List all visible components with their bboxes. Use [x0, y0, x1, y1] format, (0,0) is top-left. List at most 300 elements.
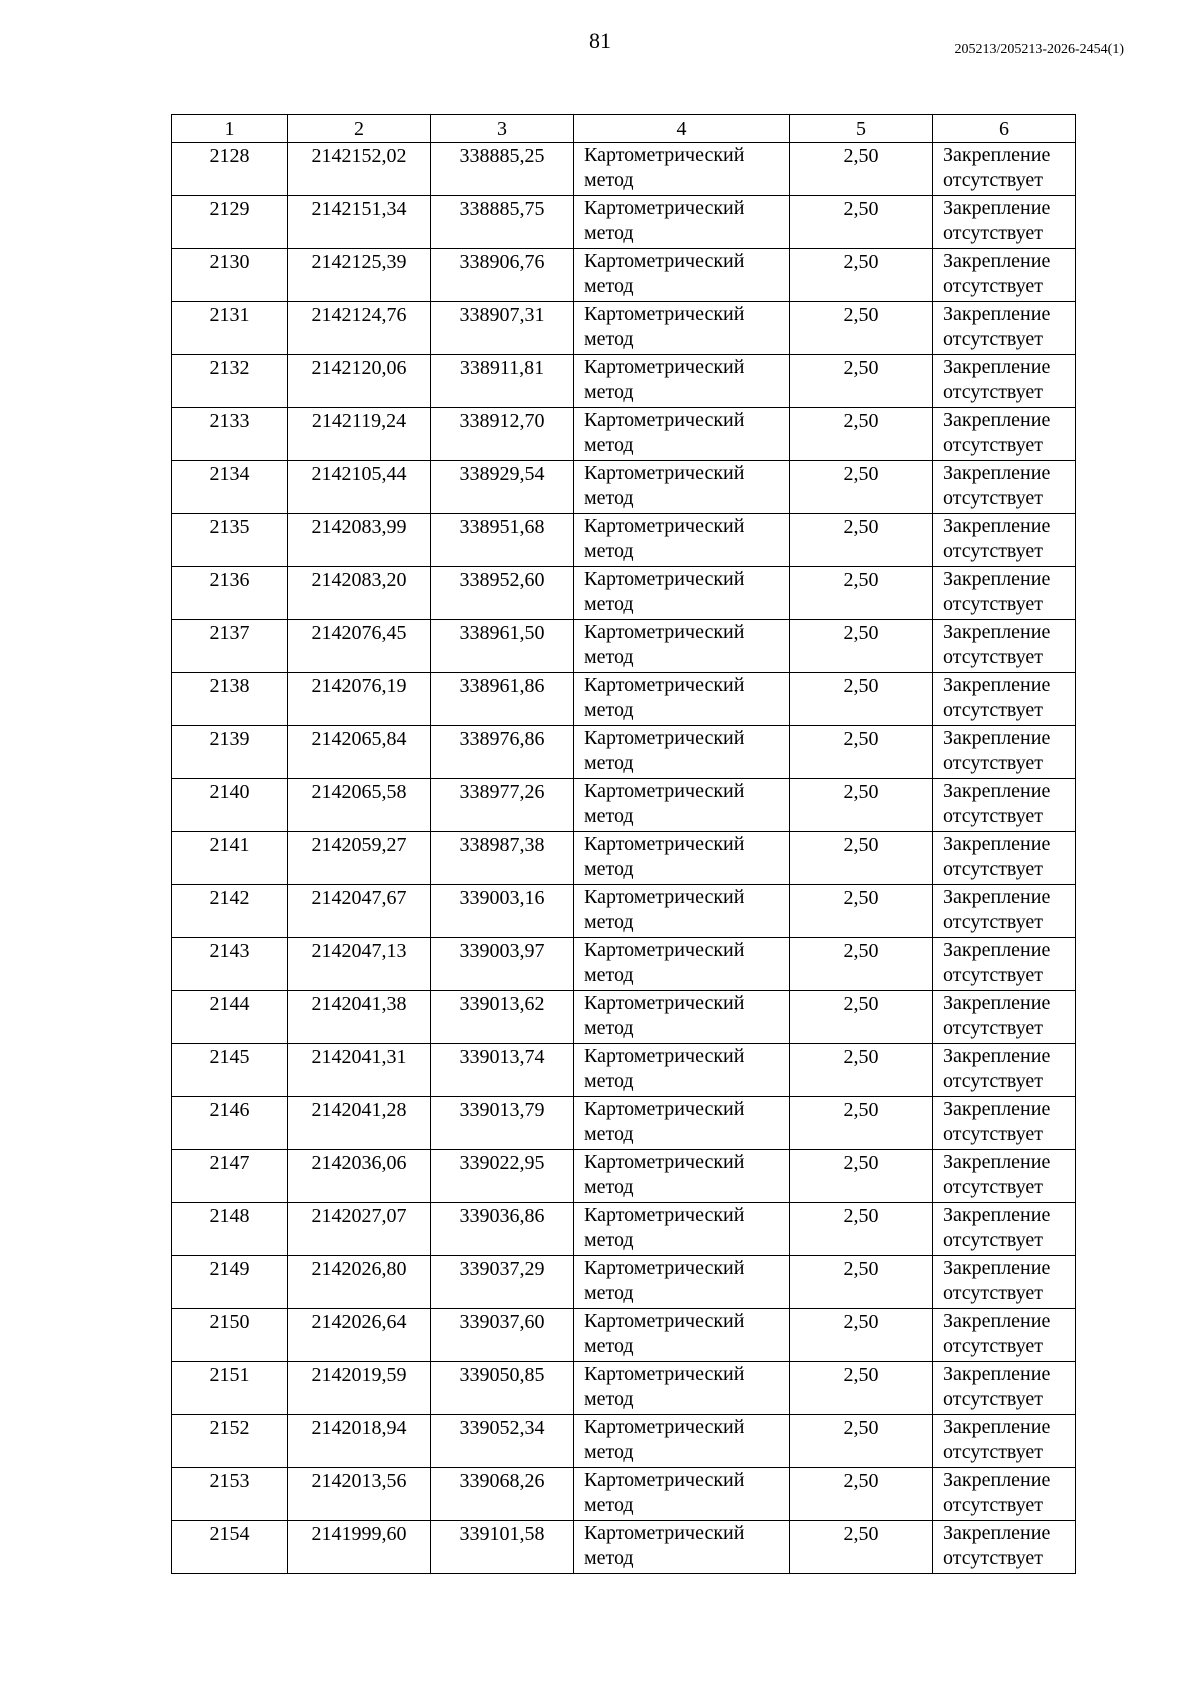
method-cell — [574, 991, 790, 1044]
method-cell-line-1: Картометрический — [584, 1204, 745, 1226]
error-cell — [790, 779, 933, 832]
fixation-cell-line-2: отсутствует — [943, 1547, 1044, 1569]
fixation-cell-line-2: отсутствует — [943, 1441, 1044, 1463]
y-coordinate-cell-text: 339101,58 — [459, 1523, 545, 1545]
table-row — [172, 620, 1076, 673]
method-cell-line-2: метод — [584, 1547, 634, 1569]
error-cell-text: 2,50 — [843, 304, 879, 326]
header-cell-6: 6 — [933, 115, 1076, 143]
point-number-cell-text: 2151 — [209, 1364, 250, 1386]
y-coordinate-cell — [431, 1150, 574, 1203]
method-cell-line-2: метод — [584, 1335, 634, 1357]
point-number-cell — [172, 196, 288, 249]
method-cell-line-1: Картометрический — [584, 1416, 745, 1438]
y-coordinate-cell-text: 339068,26 — [459, 1470, 545, 1492]
y-coordinate-cell-text: 339013,79 — [459, 1099, 545, 1121]
error-cell-text: 2,50 — [843, 1523, 879, 1545]
error-cell — [790, 1468, 933, 1521]
method-cell-line-2: метод — [584, 964, 634, 986]
y-coordinate-cell-text: 339052,34 — [459, 1417, 545, 1439]
table-row — [172, 1415, 1076, 1468]
y-coordinate-cell — [431, 567, 574, 620]
method-cell-line-1: Картометрический — [584, 886, 745, 908]
y-coordinate-cell-text: 339003,97 — [459, 940, 545, 962]
fixation-cell-line-2: отсутствует — [943, 487, 1044, 509]
header-cell-1: 1 — [172, 115, 288, 143]
fixation-cell — [933, 355, 1076, 408]
point-number-cell — [172, 991, 288, 1044]
method-cell-line-1: Картометрический — [584, 939, 745, 961]
table-row — [172, 1521, 1076, 1574]
y-coordinate-cell-text: 338906,76 — [459, 251, 545, 273]
method-cell-line-1: Картометрический — [584, 356, 745, 378]
error-cell-text: 2,50 — [843, 145, 879, 167]
error-cell-text: 2,50 — [843, 1311, 879, 1333]
x-coordinate-cell-text: 2142083,20 — [311, 569, 407, 591]
fixation-cell-line-1: Закрепление — [943, 197, 1051, 219]
error-cell — [790, 355, 933, 408]
fixation-cell-line-1: Закрепление — [943, 462, 1051, 484]
method-cell — [574, 673, 790, 726]
error-cell-text: 2,50 — [843, 622, 879, 644]
fixation-cell-line-1: Закрепление — [943, 1416, 1051, 1438]
fixation-cell — [933, 1044, 1076, 1097]
method-cell-line-2: метод — [584, 805, 634, 827]
fixation-cell-line-1: Закрепление — [943, 674, 1051, 696]
method-cell — [574, 779, 790, 832]
x-coordinate-cell — [288, 196, 431, 249]
fixation-cell-line-1: Закрепление — [943, 250, 1051, 272]
method-cell — [574, 461, 790, 514]
y-coordinate-cell — [431, 1468, 574, 1521]
error-cell-text: 2,50 — [843, 1099, 879, 1121]
y-coordinate-cell — [431, 196, 574, 249]
fixation-cell — [933, 1256, 1076, 1309]
fixation-cell-line-2: отсутствует — [943, 1176, 1044, 1198]
y-coordinate-cell-text: 338929,54 — [459, 463, 545, 485]
method-cell — [574, 302, 790, 355]
error-cell — [790, 991, 933, 1044]
fixation-cell — [933, 461, 1076, 514]
y-coordinate-cell-text: 338961,50 — [459, 622, 545, 644]
fixation-cell-line-2: отсутствует — [943, 434, 1044, 456]
method-cell-line-1: Картометрический — [584, 1098, 745, 1120]
fixation-cell-line-2: отсутствует — [943, 593, 1044, 615]
table-row — [172, 1150, 1076, 1203]
table-header-row — [172, 115, 1076, 143]
error-cell — [790, 938, 933, 991]
x-coordinate-cell — [288, 408, 431, 461]
method-cell-line-1: Картометрический — [584, 727, 745, 749]
error-cell-text: 2,50 — [843, 251, 879, 273]
error-cell — [790, 726, 933, 779]
method-cell-line-1: Картометрический — [584, 780, 745, 802]
fixation-cell-line-1: Закрепление — [943, 1151, 1051, 1173]
document-code: 205213/205213-2026-2454(1) — [954, 42, 1124, 57]
error-cell — [790, 249, 933, 302]
point-number-cell-text: 2137 — [209, 622, 250, 644]
y-coordinate-cell — [431, 355, 574, 408]
point-number-cell — [172, 1415, 288, 1468]
error-cell-text: 2,50 — [843, 781, 879, 803]
table-row — [172, 1203, 1076, 1256]
error-cell — [790, 143, 933, 196]
error-cell-text: 2,50 — [843, 198, 879, 220]
error-cell-text: 2,50 — [843, 940, 879, 962]
method-cell-line-1: Картометрический — [584, 462, 745, 484]
error-cell-text: 2,50 — [843, 463, 879, 485]
error-cell — [790, 832, 933, 885]
method-cell-line-2: метод — [584, 1494, 634, 1516]
method-cell — [574, 1256, 790, 1309]
x-coordinate-cell — [288, 1150, 431, 1203]
y-coordinate-cell — [431, 726, 574, 779]
error-cell — [790, 1150, 933, 1203]
x-coordinate-cell-text: 2142125,39 — [311, 251, 407, 273]
fixation-cell-line-2: отсутствует — [943, 646, 1044, 668]
fixation-cell-line-2: отсутствует — [943, 1017, 1044, 1039]
error-cell-text: 2,50 — [843, 357, 879, 379]
point-number-cell — [172, 249, 288, 302]
point-number-cell-text: 2145 — [209, 1046, 250, 1068]
method-cell-line-1: Картометрический — [584, 1045, 745, 1067]
method-cell-line-1: Картометрический — [584, 1363, 745, 1385]
x-coordinate-cell — [288, 249, 431, 302]
x-coordinate-cell — [288, 1521, 431, 1574]
fixation-cell-line-1: Закрепление — [943, 144, 1051, 166]
table-row — [172, 1044, 1076, 1097]
point-number-cell-text: 2132 — [209, 357, 250, 379]
x-coordinate-cell — [288, 355, 431, 408]
method-cell-line-2: метод — [584, 1282, 634, 1304]
y-coordinate-cell-text: 338952,60 — [459, 569, 545, 591]
point-number-cell-text: 2134 — [209, 463, 250, 485]
error-cell-text: 2,50 — [843, 569, 879, 591]
method-cell — [574, 355, 790, 408]
fixation-cell — [933, 1415, 1076, 1468]
header-cell-3: 3 — [431, 115, 574, 143]
point-number-cell-text: 2153 — [209, 1470, 250, 1492]
x-coordinate-cell — [288, 673, 431, 726]
method-cell-line-2: метод — [584, 540, 634, 562]
fixation-cell-line-1: Закрепление — [943, 939, 1051, 961]
fixation-cell — [933, 726, 1076, 779]
fixation-cell-line-2: отсутствует — [943, 1123, 1044, 1145]
point-number-cell-text: 2142 — [209, 887, 250, 909]
method-cell-line-2: метод — [584, 1229, 634, 1251]
y-coordinate-cell-text: 338912,70 — [459, 410, 545, 432]
table-row — [172, 567, 1076, 620]
table-row — [172, 726, 1076, 779]
method-cell-line-2: метод — [584, 699, 634, 721]
x-coordinate-cell — [288, 1203, 431, 1256]
x-coordinate-cell — [288, 143, 431, 196]
y-coordinate-cell-text: 339003,16 — [459, 887, 545, 909]
error-cell-text: 2,50 — [843, 1364, 879, 1386]
error-cell — [790, 1097, 933, 1150]
method-cell-line-2: метод — [584, 222, 634, 244]
fixation-cell-line-2: отсутствует — [943, 1335, 1044, 1357]
y-coordinate-cell — [431, 673, 574, 726]
y-coordinate-cell — [431, 143, 574, 196]
y-coordinate-cell-text: 339022,95 — [459, 1152, 545, 1174]
point-number-cell — [172, 1256, 288, 1309]
error-cell — [790, 408, 933, 461]
table-row — [172, 249, 1076, 302]
point-number-cell — [172, 567, 288, 620]
error-cell-text: 2,50 — [843, 1417, 879, 1439]
header-cell-2: 2 — [288, 115, 431, 143]
point-number-cell — [172, 779, 288, 832]
error-cell — [790, 1044, 933, 1097]
method-cell-line-2: метод — [584, 1123, 634, 1145]
y-coordinate-cell-text: 339013,74 — [459, 1046, 545, 1068]
method-cell — [574, 1150, 790, 1203]
method-cell-line-2: метод — [584, 911, 634, 933]
error-cell-text: 2,50 — [843, 1152, 879, 1174]
y-coordinate-cell-text: 338951,68 — [459, 516, 545, 538]
method-cell-line-2: метод — [584, 593, 634, 615]
fixation-cell-line-2: отсутствует — [943, 699, 1044, 721]
fixation-cell-line-2: отсутствует — [943, 858, 1044, 880]
error-cell — [790, 1309, 933, 1362]
method-cell-line-2: метод — [584, 487, 634, 509]
point-number-cell — [172, 302, 288, 355]
point-number-cell — [172, 885, 288, 938]
fixation-cell-line-2: отсутствует — [943, 1229, 1044, 1251]
y-coordinate-cell-text: 338911,81 — [459, 357, 545, 379]
fixation-cell — [933, 885, 1076, 938]
fixation-cell-line-1: Закрепление — [943, 1257, 1051, 1279]
x-coordinate-cell-text: 2142041,31 — [311, 1046, 407, 1068]
error-cell-text: 2,50 — [843, 675, 879, 697]
method-cell — [574, 832, 790, 885]
method-cell-line-2: метод — [584, 1176, 634, 1198]
fixation-cell — [933, 143, 1076, 196]
method-cell-line-1: Картометрический — [584, 515, 745, 537]
error-cell-text: 2,50 — [843, 834, 879, 856]
point-number-cell-text: 2144 — [209, 993, 250, 1015]
x-coordinate-cell-text: 2142026,64 — [311, 1311, 407, 1333]
method-cell-line-2: метод — [584, 1441, 634, 1463]
x-coordinate-cell-text: 2142041,38 — [311, 993, 407, 1015]
y-coordinate-cell — [431, 408, 574, 461]
fixation-cell-line-2: отсутствует — [943, 911, 1044, 933]
fixation-cell-line-1: Закрепление — [943, 1522, 1051, 1544]
x-coordinate-cell — [288, 938, 431, 991]
table-row — [172, 991, 1076, 1044]
x-coordinate-cell-text: 2142027,07 — [311, 1205, 407, 1227]
fixation-cell-line-1: Закрепление — [943, 515, 1051, 537]
y-coordinate-cell-text: 338961,86 — [459, 675, 545, 697]
header-cell-5: 5 — [790, 115, 933, 143]
method-cell — [574, 514, 790, 567]
x-coordinate-cell-text: 2142083,99 — [311, 516, 407, 538]
method-cell-line-2: метод — [584, 858, 634, 880]
fixation-cell — [933, 1097, 1076, 1150]
x-coordinate-cell-text: 2142065,84 — [311, 728, 407, 750]
fixation-cell-line-2: отсутствует — [943, 1494, 1044, 1516]
x-coordinate-cell — [288, 1309, 431, 1362]
fixation-cell — [933, 302, 1076, 355]
x-coordinate-cell-text: 2142047,67 — [311, 887, 407, 909]
fixation-cell — [933, 249, 1076, 302]
fixation-cell — [933, 196, 1076, 249]
table-row — [172, 196, 1076, 249]
x-coordinate-cell-text: 2142076,19 — [311, 675, 407, 697]
x-coordinate-cell — [288, 1256, 431, 1309]
method-cell — [574, 620, 790, 673]
x-coordinate-cell — [288, 567, 431, 620]
x-coordinate-cell — [288, 302, 431, 355]
point-number-cell — [172, 514, 288, 567]
point-number-cell — [172, 408, 288, 461]
method-cell — [574, 408, 790, 461]
point-number-cell — [172, 461, 288, 514]
x-coordinate-cell-text: 2142120,06 — [311, 357, 407, 379]
x-coordinate-cell — [288, 885, 431, 938]
method-cell-line-2: метод — [584, 1017, 634, 1039]
error-cell — [790, 620, 933, 673]
method-cell-line-2: метод — [584, 381, 634, 403]
table-row — [172, 938, 1076, 991]
fixation-cell-line-2: отсутствует — [943, 169, 1044, 191]
method-cell — [574, 938, 790, 991]
error-cell-text: 2,50 — [843, 1046, 879, 1068]
point-number-cell — [172, 1468, 288, 1521]
fixation-cell-line-1: Закрепление — [943, 1363, 1051, 1385]
x-coordinate-cell — [288, 779, 431, 832]
y-coordinate-cell-text: 339050,85 — [459, 1364, 545, 1386]
method-cell — [574, 249, 790, 302]
fixation-cell — [933, 567, 1076, 620]
y-coordinate-cell — [431, 1521, 574, 1574]
point-number-cell-text: 2149 — [209, 1258, 250, 1280]
x-coordinate-cell — [288, 1415, 431, 1468]
method-cell — [574, 143, 790, 196]
method-cell — [574, 1203, 790, 1256]
table-row — [172, 1097, 1076, 1150]
error-cell-text: 2,50 — [843, 887, 879, 909]
x-coordinate-cell-text: 2142026,80 — [311, 1258, 407, 1280]
y-coordinate-cell — [431, 620, 574, 673]
fixation-cell — [933, 1150, 1076, 1203]
method-cell-line-1: Картометрический — [584, 1257, 745, 1279]
method-cell-line-2: метод — [584, 328, 634, 350]
x-coordinate-cell-text: 2142124,76 — [311, 304, 407, 326]
y-coordinate-cell-text: 338907,31 — [459, 304, 545, 326]
x-coordinate-cell-text: 2142041,28 — [311, 1099, 407, 1121]
y-coordinate-cell — [431, 832, 574, 885]
x-coordinate-cell — [288, 726, 431, 779]
point-number-cell-text: 2140 — [209, 781, 250, 803]
x-coordinate-cell — [288, 1468, 431, 1521]
fixation-cell — [933, 991, 1076, 1044]
method-cell-line-1: Картометрический — [584, 621, 745, 643]
method-cell-line-2: метод — [584, 434, 634, 456]
table-row — [172, 1362, 1076, 1415]
fixation-cell — [933, 938, 1076, 991]
x-coordinate-cell-text: 2142047,13 — [311, 940, 407, 962]
fixation-cell — [933, 1203, 1076, 1256]
error-cell-text: 2,50 — [843, 410, 879, 432]
point-number-cell-text: 2143 — [209, 940, 250, 962]
fixation-cell — [933, 408, 1076, 461]
method-cell-line-1: Картометрический — [584, 1469, 745, 1491]
y-coordinate-cell — [431, 1309, 574, 1362]
x-coordinate-cell-text: 2142036,06 — [311, 1152, 407, 1174]
fixation-cell-line-1: Закрепление — [943, 833, 1051, 855]
x-coordinate-cell-text: 2142059,27 — [311, 834, 407, 856]
error-cell — [790, 302, 933, 355]
error-cell-text: 2,50 — [843, 1258, 879, 1280]
method-cell — [574, 1521, 790, 1574]
method-cell — [574, 1044, 790, 1097]
table-row — [172, 302, 1076, 355]
method-cell-line-1: Картометрический — [584, 1310, 745, 1332]
table-row — [172, 832, 1076, 885]
y-coordinate-cell — [431, 461, 574, 514]
x-coordinate-cell — [288, 1044, 431, 1097]
fixation-cell — [933, 514, 1076, 567]
point-number-cell — [172, 726, 288, 779]
point-number-cell-text: 2135 — [209, 516, 250, 538]
page-number: 81 — [589, 28, 611, 53]
error-cell — [790, 673, 933, 726]
table-row — [172, 673, 1076, 726]
point-number-cell-text: 2152 — [209, 1417, 250, 1439]
error-cell — [790, 1362, 933, 1415]
y-coordinate-cell — [431, 1097, 574, 1150]
point-number-cell-text: 2128 — [209, 145, 250, 167]
x-coordinate-cell-text: 2142119,24 — [311, 410, 407, 432]
point-number-cell-text: 2133 — [209, 410, 250, 432]
y-coordinate-cell-text: 339037,60 — [459, 1311, 545, 1333]
method-cell-line-1: Картометрический — [584, 144, 745, 166]
x-coordinate-cell — [288, 991, 431, 1044]
method-cell — [574, 726, 790, 779]
method-cell-line-1: Картометрический — [584, 1151, 745, 1173]
x-coordinate-cell — [288, 620, 431, 673]
point-number-cell — [172, 1521, 288, 1574]
error-cell-text: 2,50 — [843, 728, 879, 750]
error-cell — [790, 567, 933, 620]
fixation-cell-line-2: отсутствует — [943, 275, 1044, 297]
point-number-cell-text: 2150 — [209, 1311, 250, 1333]
table-row — [172, 1256, 1076, 1309]
y-coordinate-cell-text: 338885,25 — [459, 145, 545, 167]
x-coordinate-cell-text: 2142019,59 — [311, 1364, 407, 1386]
method-cell — [574, 885, 790, 938]
fixation-cell-line-1: Закрепление — [943, 621, 1051, 643]
fixation-cell-line-2: отсутствует — [943, 328, 1044, 350]
fixation-cell-line-1: Закрепление — [943, 992, 1051, 1014]
y-coordinate-cell-text: 339036,86 — [459, 1205, 545, 1227]
error-cell — [790, 461, 933, 514]
header-cell-4: 4 — [574, 115, 790, 143]
x-coordinate-cell-text: 2142076,45 — [311, 622, 407, 644]
fixation-cell-line-2: отсутствует — [943, 752, 1044, 774]
point-number-cell-text: 2139 — [209, 728, 250, 750]
fixation-cell-line-2: отсутствует — [943, 540, 1044, 562]
x-coordinate-cell — [288, 514, 431, 567]
fixation-cell — [933, 779, 1076, 832]
point-number-cell — [172, 620, 288, 673]
method-cell-line-2: метод — [584, 275, 634, 297]
fixation-cell-line-2: отсутствует — [943, 381, 1044, 403]
fixation-cell-line-1: Закрепление — [943, 1310, 1051, 1332]
method-cell-line-1: Картометрический — [584, 674, 745, 696]
